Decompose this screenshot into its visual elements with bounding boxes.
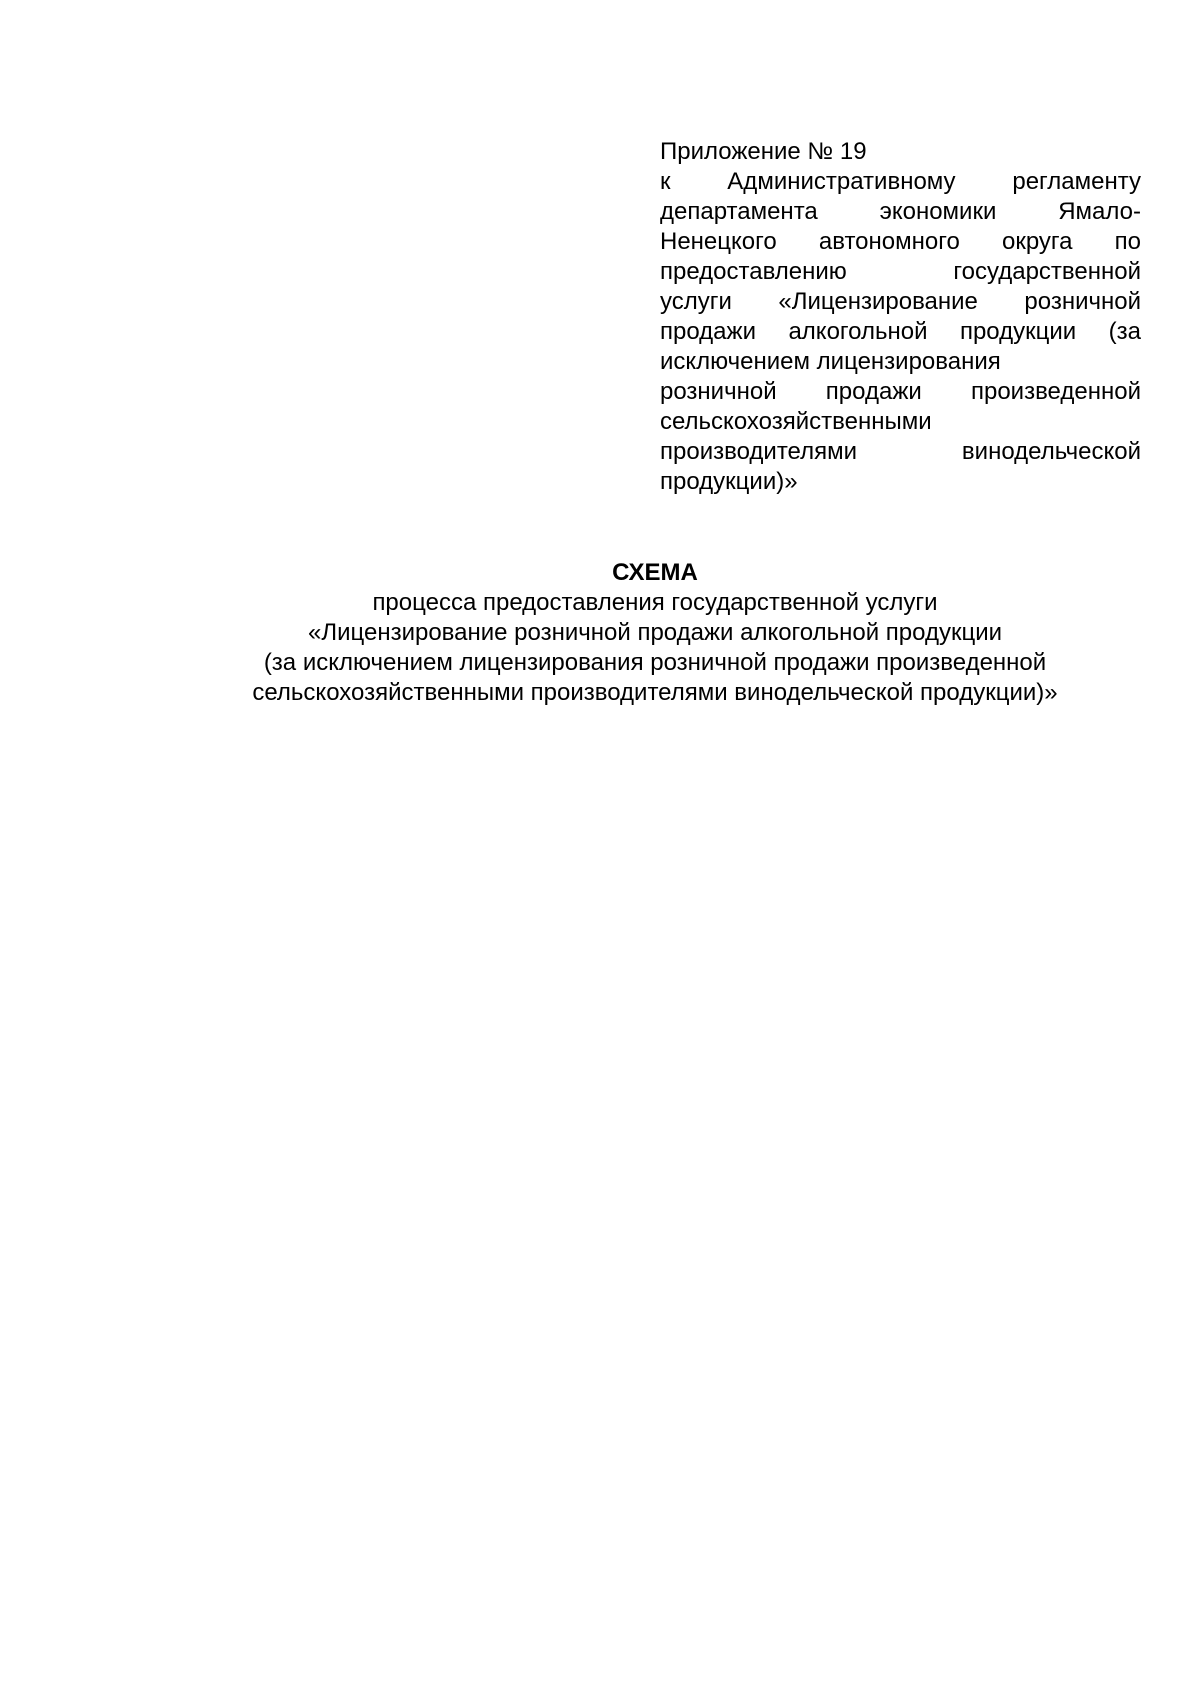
appendix-line: к Административному регламенту <box>660 168 1141 195</box>
appendix-line: производителями винодельческой <box>660 438 1141 465</box>
scheme-subtitle-line: «Лицензирование розничной продажи алкогольной продукции <box>307 619 1003 646</box>
appendix-heading: Приложение № 19 <box>660 138 867 165</box>
appendix-line: сельскохозяйственными <box>660 408 932 435</box>
scheme-title: СХЕМА <box>612 559 698 586</box>
scheme-heading-block <box>0 558 1200 708</box>
appendix-line: исключением лицензирования <box>660 348 1001 375</box>
appendix-line: продукции)» <box>660 468 798 495</box>
appendix-line: розничной продажи произведенной <box>660 378 1141 405</box>
appendix-line: продажи алкогольной продукции (за <box>660 318 1141 345</box>
appendix-line: департамента экономики Ямало- <box>660 198 1141 225</box>
scheme-subtitle-line: (за исключением лицензирования розничной продажи произведенной <box>263 649 1047 676</box>
appendix-block <box>660 137 1141 497</box>
appendix-line: предоставлению государственной <box>660 258 1141 285</box>
appendix-line: Ненецкого автономного округа по <box>660 228 1141 255</box>
appendix-line: услуги «Лицензирование розничной <box>660 288 1141 315</box>
scheme-subtitle-line: сельскохозяйственными производителями винодельческой продукции)» <box>252 679 1058 706</box>
scheme-subtitle-line: процесса предоставления государственной услуги <box>372 589 938 616</box>
